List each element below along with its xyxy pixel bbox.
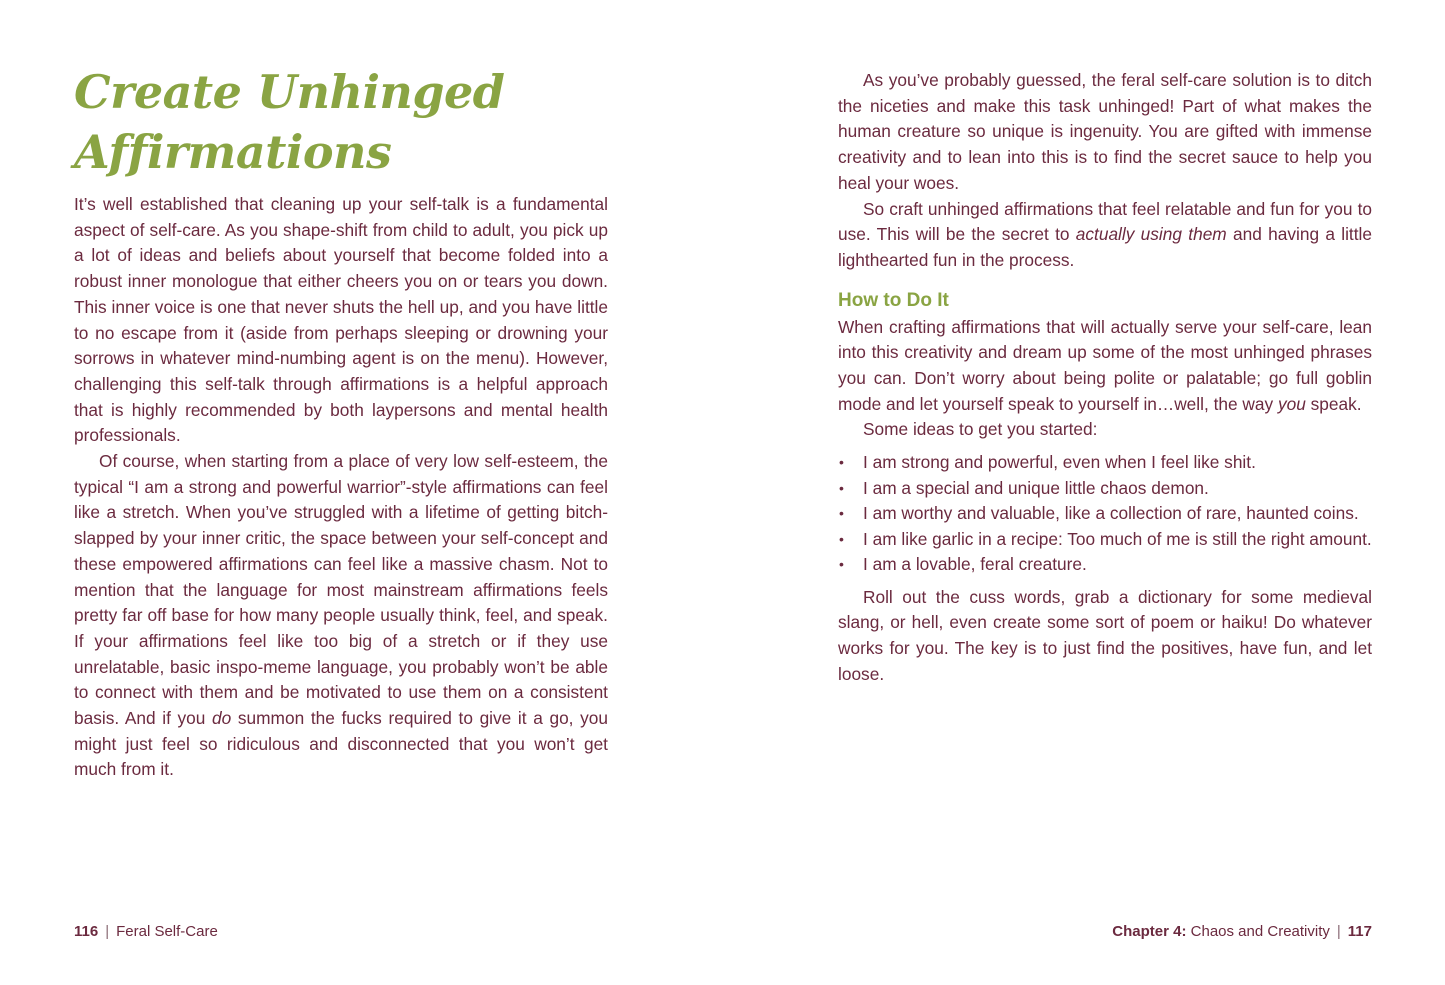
list-item [838,501,1372,527]
left-p2-part-b: summon the fucks required to give it a go, you might just feel so ridiculous and disconnected that you won’t get much from it. [74,708,608,780]
left-page [74,0,608,985]
right-paragraph-1: As you’ve probably guessed, the feral self-care solution is to ditch the niceties and make this task unhinged! Part of what makes the human creature so unique is ingenuity. You are gifted with immense creativity and to lean into this is to find the secret sauce to help you heal your woes. [838,70,1372,193]
right-paragraph-2 [838,197,1372,274]
bullet-icon: • [839,454,844,471]
footer-separator: | [1336,923,1341,940]
right-p3-part-b: speak. [1305,393,1362,414]
footer-separator: | [105,923,110,940]
left-paragraph-2 [74,449,608,783]
list-item-text: I am a lovable, feral creature. [863,554,1087,575]
list-item-text: I am like garlic in a recipe: Too much of me is still the right amount. [863,528,1372,549]
left-footer [74,921,218,943]
right-paragraph-4: Some ideas to get you started: [863,419,1098,440]
section-heading: How to Do It [838,289,949,311]
left-page-number: 116 [74,923,99,940]
right-page-number: 117 [1347,923,1372,940]
right-p3-part-a: When crafting affirmations that will actually serve your self-care, lean into this creativity and dream up some of the most unhinged phrases you can. Don’t worry about being polite or palatable; go full goblin mode and let yourself speak to yourself in…well, the way [838,316,1372,414]
bullet-icon: • [839,556,844,573]
right-page [838,0,1372,985]
list-item-text: I am a special and unique little chaos demon. [863,477,1209,498]
list-item [838,476,1372,502]
chapter-label: Chapter 4: [1112,923,1187,940]
bullet-icon: • [839,530,844,547]
right-p2-part-a: So craft unhinged affirmations that feel relatable and fun for you to use. This will be the secret to [838,198,1372,245]
right-paragraph-5: Roll out the cuss words, grab a dictionary for some medieval slang, or hell, even create some sort of poem or haiku! Do whatever works for you. The key is to just find the positives, have fun, and let loose. [838,586,1372,684]
list-item-text: I am strong and powerful, even when I feel like shit. [863,452,1256,473]
right-p2-emphasis: actually using them [1075,224,1227,245]
list-item [838,450,1372,476]
left-paragraph-1: It’s well established that cleaning up your self-talk is a fundamental aspect of self-care. As you shape-shift from child to adult, you pick up a lot of ideas and beliefs about yourself that become folded into a robust inner monologue that either cheers you on or tears you down. This inner voice is one that never shuts the hell up, and you have little to no escape from it (aside from perhaps sleeping or drowning your sorrows in whatever mind-numbing agent is on the menu). However, challenging this self-talk through affirmations is a helpful approach that is highly recommended by both laypersons and mental health professionals. [74,194,608,446]
right-p2-part-b: and having a little lighthearted fun in the process. [838,224,1372,270]
list-item [838,527,1372,553]
right-body [838,68,1372,687]
title-line-1: Create Unhinged [74,65,505,119]
chapter-title: Chaos and Creativity [1190,923,1330,940]
list-item [838,552,1372,578]
title-line-2: Affirmations [74,125,392,179]
left-p2-emphasis: do [212,708,232,729]
bullet-icon: • [839,505,844,522]
book-title: Feral Self-Care [116,923,218,940]
right-paragraph-3 [838,315,1372,418]
left-body [74,192,608,783]
left-p2-part-a: Of course, when starting from a place of very low self-esteem, the typical “I am a strong and powerful warrior”-style affirmations can feel like a stretch. When you’ve struggled with a lifetime of getting bitch-slapped by your inner critic, the space between your self-concept and these empowered affirmations can feel like a massive chasm. Not to mention that the language for most mainstream affirmations feels pretty far off base for how many people usually think, feel, and speak. If your affirmations feel like too big of a stretch or if they use unrelatable, basic inspo-meme language, you probably won’t be able to connect with them and be motivated to use them on a consistent basis. And if you [74,451,608,729]
affirmation-list [838,450,1372,578]
right-footer [1112,921,1372,943]
page-title [74,62,504,182]
list-item-text: I am worthy and valuable, like a collection of rare, haunted coins. [863,503,1359,524]
bullet-icon: • [839,479,844,496]
right-p3-emphasis: you [1277,393,1306,414]
